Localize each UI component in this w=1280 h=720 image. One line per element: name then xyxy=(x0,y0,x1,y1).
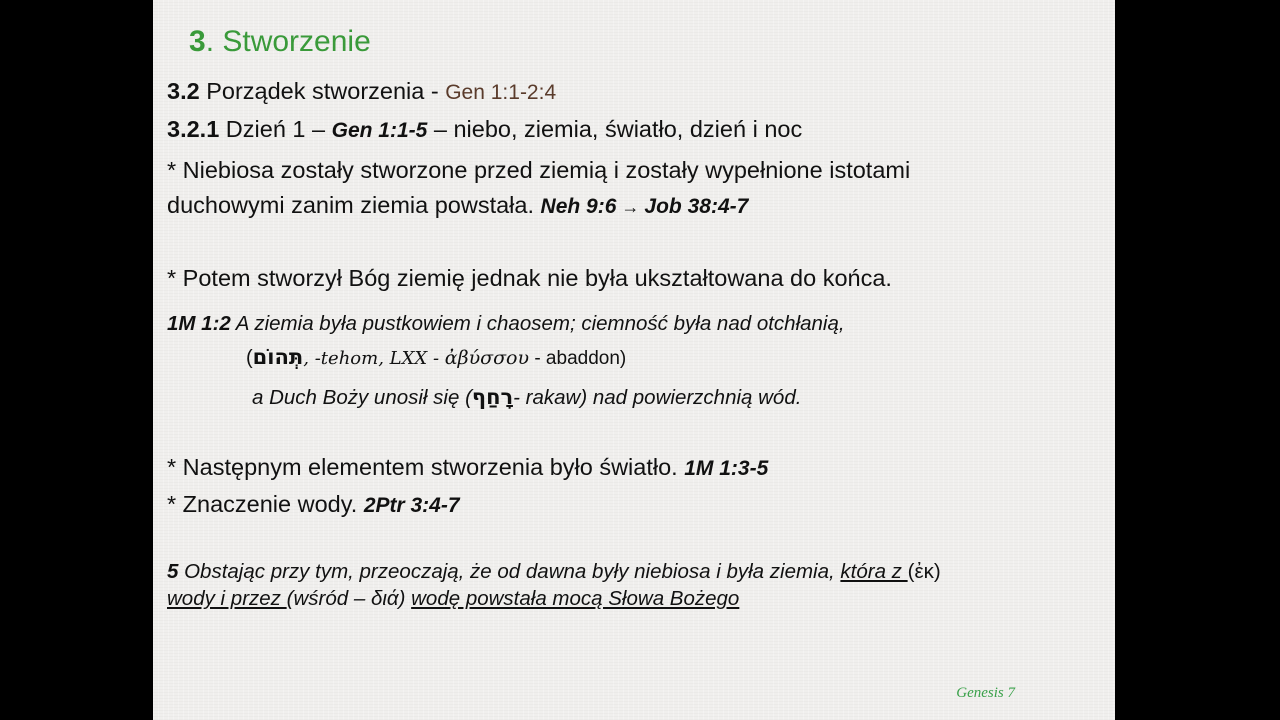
section-heading xyxy=(167,78,556,105)
bullet4-text: * Znaczenie wody. xyxy=(167,491,364,517)
quote-line2 xyxy=(246,345,626,370)
quote-line1 xyxy=(167,312,845,336)
bullet3-text: * Następnym elementem stworzenia było światło. xyxy=(167,454,685,480)
bullet1-line1: * Niebiosa zostały stworzone przed ziemią i zostały wypełnione istotami xyxy=(167,157,911,183)
verse-underline3: wodę powstała mocą Słowa Bożego xyxy=(411,587,740,610)
verse-underline2: wody i przez xyxy=(167,587,287,610)
paren-open: ( xyxy=(246,347,253,369)
verse-paren2: (wśród – διά) xyxy=(286,587,406,610)
bullet1-line2-text: duchowymi zanim ziemia powstała. xyxy=(167,192,541,218)
bullet1-ref2: Job 38:4-7 xyxy=(644,195,749,218)
bullet3-ref: 1M 1:3-5 xyxy=(684,457,769,480)
bullet1-ref1: Neh 9:6 xyxy=(540,195,617,218)
bullet3 xyxy=(167,454,768,481)
subsection-text: Dzień 1 – xyxy=(219,116,332,142)
quote-ref: 1M 1:2 xyxy=(167,312,231,335)
slide-footer: Genesis 7 xyxy=(956,685,1015,701)
verse-number: 5 xyxy=(167,560,179,583)
quote-line3-b: - rakaw) nad powierzchnią wód. xyxy=(513,386,802,409)
verse-line2 xyxy=(167,587,739,611)
subsection-ref: Gen 1:1-5 xyxy=(331,119,428,142)
bullet2: * Potem stworzył Bóg ziemię jednak nie była ukształtowana do końca. xyxy=(167,265,892,291)
quote-text: A ziemia była pustkowiem i chaosem; ciemność była nad otchłanią, xyxy=(230,312,845,335)
bullet4-ref: 2Ptr 3:4-7 xyxy=(363,494,460,517)
arrow: → xyxy=(616,197,645,217)
quote-line3 xyxy=(252,385,801,410)
tehom-text: , -tehom, LXX - xyxy=(303,348,445,369)
verse-paren1: (ἐκ) xyxy=(907,560,941,583)
section-number: 3.2 xyxy=(167,78,200,104)
quote-line3-a: a Duch Boży unosił się ( xyxy=(252,386,472,409)
subsection-heading xyxy=(167,116,802,143)
bullet1-line2 xyxy=(167,192,748,219)
section-ref: Gen 1:1-2:4 xyxy=(445,81,557,104)
bullet4 xyxy=(167,491,460,518)
greek-abyssou: ἀβύσσου xyxy=(444,347,530,369)
verse-text1: Obstając przy tym, przeoczają, że od dawna były niebiosa i była ziemia, xyxy=(178,560,841,583)
abaddon-text: - abaddon) xyxy=(529,348,627,369)
slide xyxy=(153,0,1115,720)
hebrew-tehom: תְּהוֹם xyxy=(252,345,304,369)
title-text: . Stworzenie xyxy=(205,25,371,58)
hebrew-rakaw: רָחַף xyxy=(471,385,514,409)
verse-underline1: która z xyxy=(840,560,908,583)
subsection-rest: – niebo, ziemia, światło, dzień i noc xyxy=(427,116,803,142)
verse-line1 xyxy=(167,560,941,584)
section-text: Porządek stworzenia - xyxy=(199,78,446,104)
title-number: 3 xyxy=(189,25,206,58)
slide-title xyxy=(189,25,371,59)
subsection-number: 3.2.1 xyxy=(167,116,220,142)
